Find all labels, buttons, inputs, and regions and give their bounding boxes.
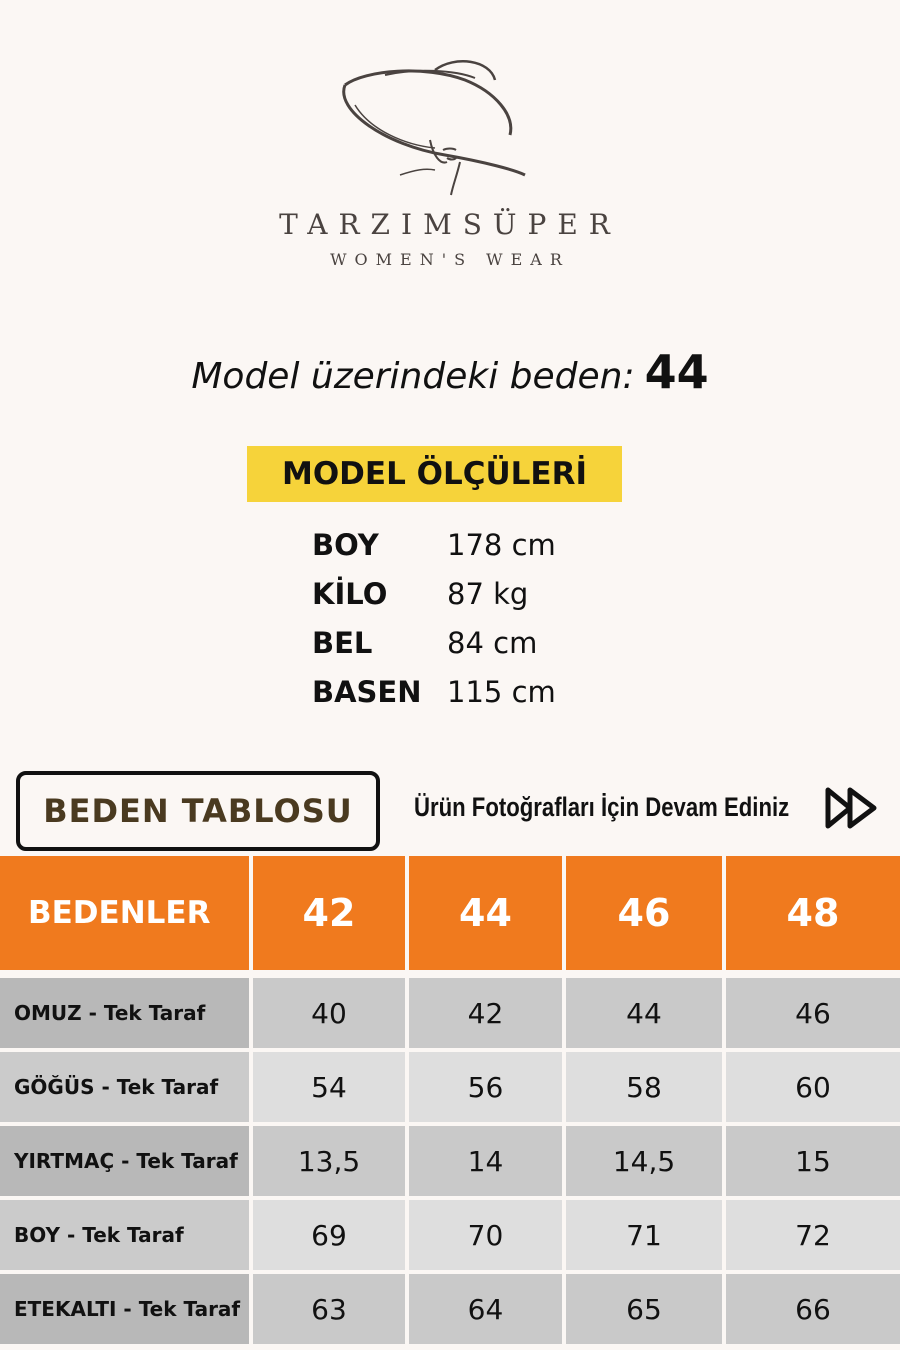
model-measurements-title: MODEL ÖLÇÜLERİ [247, 446, 622, 502]
model-size-value: 44 [644, 345, 709, 399]
table-cell: 42 [409, 978, 562, 1048]
table-cell: 56 [409, 1052, 562, 1122]
measurement-key: KİLO [312, 576, 388, 611]
table-cell: 15 [726, 1126, 900, 1196]
brand-name: TARZIMSÜPER [279, 208, 621, 241]
header-cell: BEDENLER [0, 856, 249, 970]
measurement-value: 87 kg [447, 576, 529, 611]
measurement-key: BASEN [312, 674, 422, 709]
header-cell: 42 [253, 856, 405, 970]
row-label: OMUZ - Tek Taraf [0, 978, 249, 1048]
brand-tagline: WOMEN'S WEAR [330, 250, 570, 269]
size-table [0, 856, 900, 1348]
brand-logo [0, 40, 900, 280]
size-table-header [0, 856, 900, 970]
model-size-label: Model üzerindeki beden: [191, 356, 635, 397]
table-cell: 60 [726, 1052, 900, 1122]
row-label: ETEKALTI - Tek Taraf [0, 1274, 249, 1344]
model-measurements-list [312, 520, 556, 716]
measurement-key: BOY [312, 527, 379, 562]
measurement-row [312, 618, 556, 667]
row-label: BOY - Tek Taraf [0, 1200, 249, 1270]
table-cell: 72 [726, 1200, 900, 1270]
fast-forward-icon[interactable] [824, 786, 880, 830]
table-cell: 13,5 [253, 1126, 405, 1196]
woman-hat-logo-icon [325, 50, 575, 200]
table-cell: 69 [253, 1200, 405, 1270]
measurement-row [312, 667, 556, 716]
size-table-button[interactable]: BEDEN TABLOSU [16, 771, 380, 851]
measurement-row [312, 569, 556, 618]
table-cell: 58 [566, 1052, 722, 1122]
continue-to-photos-link[interactable]: Ürün Fotoğrafları İçin Devam Ediniz [414, 791, 790, 822]
table-cell: 40 [253, 978, 405, 1048]
table-cell: 70 [409, 1200, 562, 1270]
header-cell: 44 [409, 856, 562, 970]
table-cell: 71 [566, 1200, 722, 1270]
table-cell: 46 [726, 978, 900, 1048]
table-cell: 14 [409, 1126, 562, 1196]
model-size-line [0, 345, 900, 399]
table-cell: 64 [409, 1274, 562, 1344]
table-row [0, 1200, 900, 1270]
header-cell: 46 [566, 856, 722, 970]
row-label: GÖĞÜS - Tek Taraf [0, 1052, 249, 1122]
header-cell: 48 [726, 856, 900, 970]
measurement-value: 178 cm [447, 527, 556, 562]
table-cell: 63 [253, 1274, 405, 1344]
table-row [0, 1126, 900, 1196]
table-row [0, 978, 900, 1048]
table-cell: 54 [253, 1052, 405, 1122]
measurement-row [312, 520, 556, 569]
table-row [0, 1052, 900, 1122]
table-cell: 14,5 [566, 1126, 722, 1196]
measurement-key: BEL [312, 625, 373, 660]
measurement-value: 115 cm [447, 674, 556, 709]
row-label: YIRTMAÇ - Tek Taraf [0, 1126, 249, 1196]
table-cell: 66 [726, 1274, 900, 1344]
table-cell: 65 [566, 1274, 722, 1344]
measurement-value: 84 cm [447, 625, 538, 660]
table-cell: 44 [566, 978, 722, 1048]
table-row [0, 1274, 900, 1344]
